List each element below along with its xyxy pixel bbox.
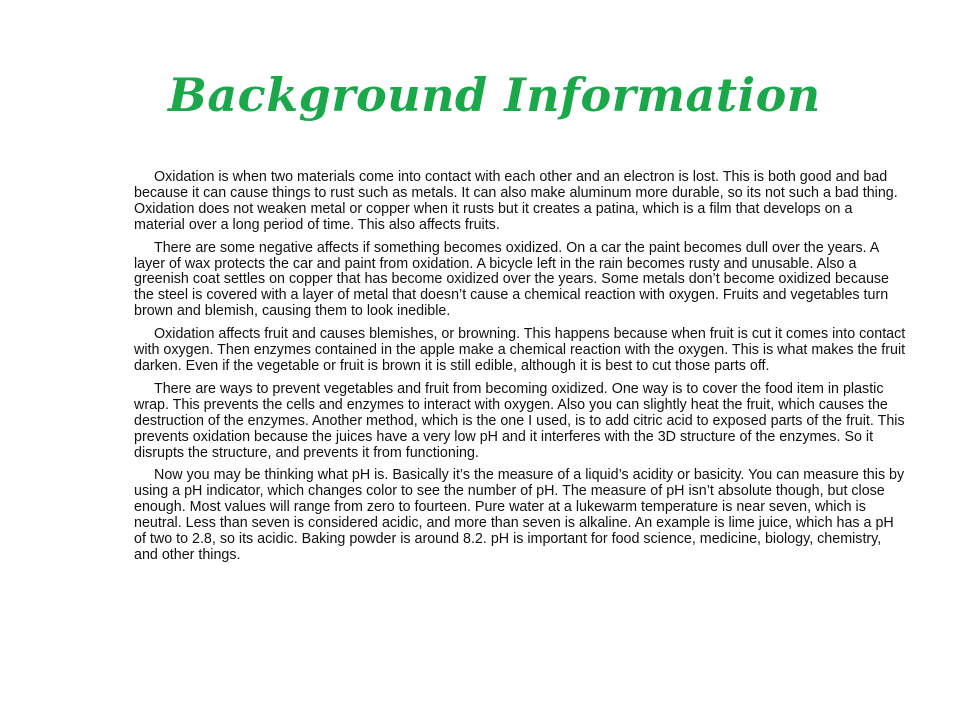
paragraph-fruit-browning: Oxidation affects fruit and causes blemishes, or browning. This happens because when fruit is cut it comes into contact with oxygen. Then enzymes contained in the apple make a chemical reaction with the oxygen. This is what makes the fruit darken. Even if the vegetable or fruit is brown it is still edible, although it is best to cut those parts off. bbox=[134, 326, 906, 374]
slide-body bbox=[134, 170, 906, 571]
paragraph-oxidation-intro: Oxidation is when two materials come into contact with each other and an electron is lost. This is both good and bad because it can cause things to rust such as metals. It can also make aluminum more durable, so its not such a bad thing. Oxidation does not weaken metal or copper when it rusts but it creates a patina, which is a film that develops on a material over a long period of time. This also affects fruits. bbox=[134, 169, 898, 233]
paragraph-ph-explanation: Now you may be thinking what pH is. Basically it’s the measure of a liquid’s acidity or basicity. You can measure this by using a pH indicator, which changes color to see the number of pH. The measure of pH isn’t absolute though, but close enough. Most values will range from zero to fourteen. Pure water at a lukewarm temperature is near seven, which is neutral. Less than seven is considered acidic, and more than seven is alkaline. An example is lime juice, which has a pH of two to 2.8, so its acidic. Baking powder is around 8.2. pH is important for food science, medicine, biology, chemistry, and other things. bbox=[134, 467, 905, 563]
paragraph-prevention: There are ways to prevent vegetables and fruit from becoming oxidized. One way is to cover the food item in plastic wrap. This prevents the cells and enzymes to interact with oxygen. Also you can slightly heat the fruit, which causes the destruction of the enzymes. Another method, which is the one I used, is to add citric acid to exposed parts of the fruit. This prevents oxidation because the juices have a very low pH and it interferes with the 3D structure of the enzymes. So it disrupts the structure, and prevents it from functioning. bbox=[134, 380, 905, 461]
paragraph-negative-effects: There are some negative affects if something becomes oxidized. On a car the paint becomes dull over the years. A layer of wax protects the car and paint from oxidation. A bicycle left in the rain becomes rusty and unusable. Also a greenish coat settles on copper that has become oxidized over the years. Some metals don’t become oxidized because the steel is covered with a layer of metal that doesn’t cause a chemical reaction with oxygen. Fruits and vegetables turn brown and blemish, causing them to look inedible. bbox=[134, 239, 889, 320]
slide-title: Background Information bbox=[168, 68, 821, 122]
